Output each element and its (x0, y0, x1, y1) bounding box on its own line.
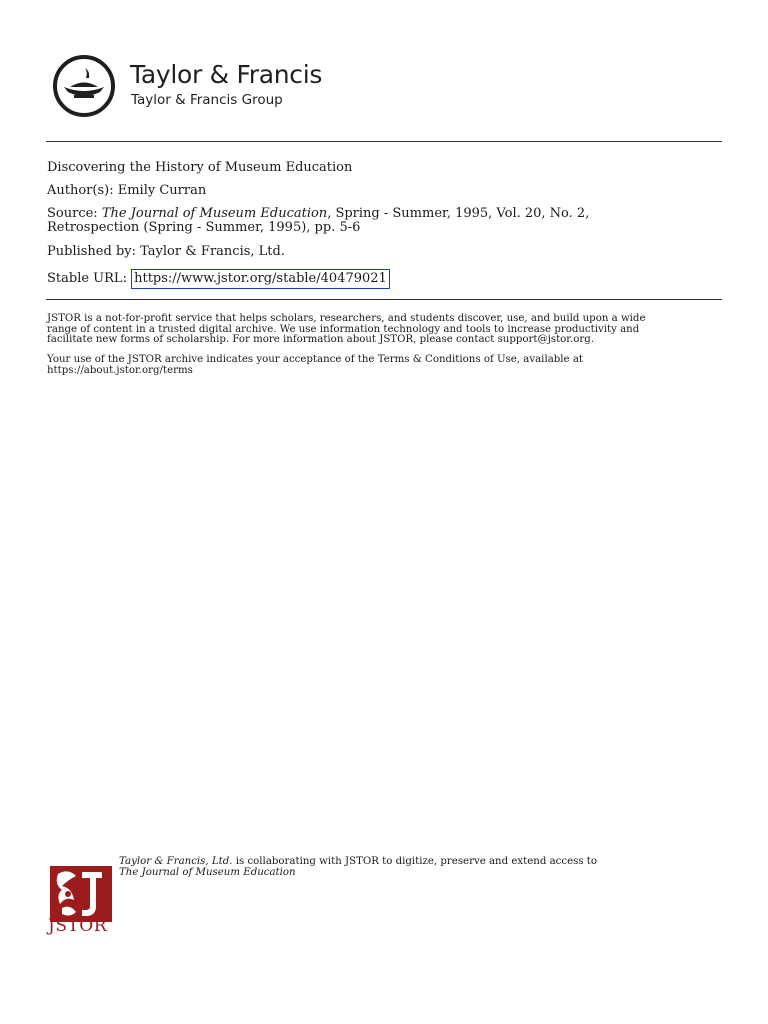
terms-notice (47, 355, 727, 376)
collaboration-footer (119, 856, 597, 878)
terms-line-2[interactable]: https://about.jstor.org/terms (47, 364, 193, 376)
authors-line (47, 184, 206, 198)
authors-label: Author(s): (47, 183, 114, 198)
published-label: Published by: (47, 244, 136, 259)
publisher-logo (52, 54, 352, 118)
source-details: , Spring - Summer, 1995, Vol. 20, No. 2, (327, 206, 590, 221)
published-line (47, 245, 285, 259)
notice-line-1: JSTOR is a not-for-profit service that helps scholars, researchers, and students discover, use, and build upon a wide (47, 313, 646, 324)
footer-line-1 (119, 856, 597, 867)
source-label: Source: (47, 206, 98, 221)
footer-partner: Taylor & Francis, Ltd. (119, 856, 233, 867)
publisher-name: Taylor & Francis (130, 60, 323, 89)
authors-value: Emily Curran (117, 183, 207, 198)
journal-title: The Journal of Museum Education (101, 206, 328, 221)
stable-url-line (47, 272, 390, 286)
publisher-group: Taylor & Francis Group (131, 92, 283, 108)
footer-journal: The Journal of Museum Education (119, 867, 296, 878)
divider-bottom (46, 299, 722, 300)
jstor-wordmark: JSTOR (48, 916, 108, 936)
divider-top (46, 141, 722, 142)
footer-text: is collaborating with JSTOR to digitize, preserve and extend access to (232, 856, 598, 867)
notice-line-2: range of content in a trusted digital archive. We use information technology and tools to increase productivity and (47, 323, 640, 335)
article-title: Discovering the History of Museum Education (47, 160, 353, 175)
stable-url-label: Stable URL: (47, 271, 127, 286)
jstor-notice (47, 314, 727, 346)
oil-lamp-icon (52, 54, 116, 118)
source-line-2: Retrospection (Spring - Summer, 1995), pp. 5-6 (47, 220, 361, 235)
terms-line-1: Your use of the JSTOR archive indicates your acceptance of the Terms & Conditions of Use, available at (47, 354, 583, 365)
publisher-value: Taylor & Francis, Ltd. (140, 244, 285, 259)
source-line (47, 207, 589, 221)
stable-url-link[interactable]: https://www.jstor.org/stable/40479021 (131, 269, 390, 289)
notice-line-3: facilitate new forms of scholarship. For more information about JSTOR, please contact support@jstor.org. (47, 334, 595, 346)
